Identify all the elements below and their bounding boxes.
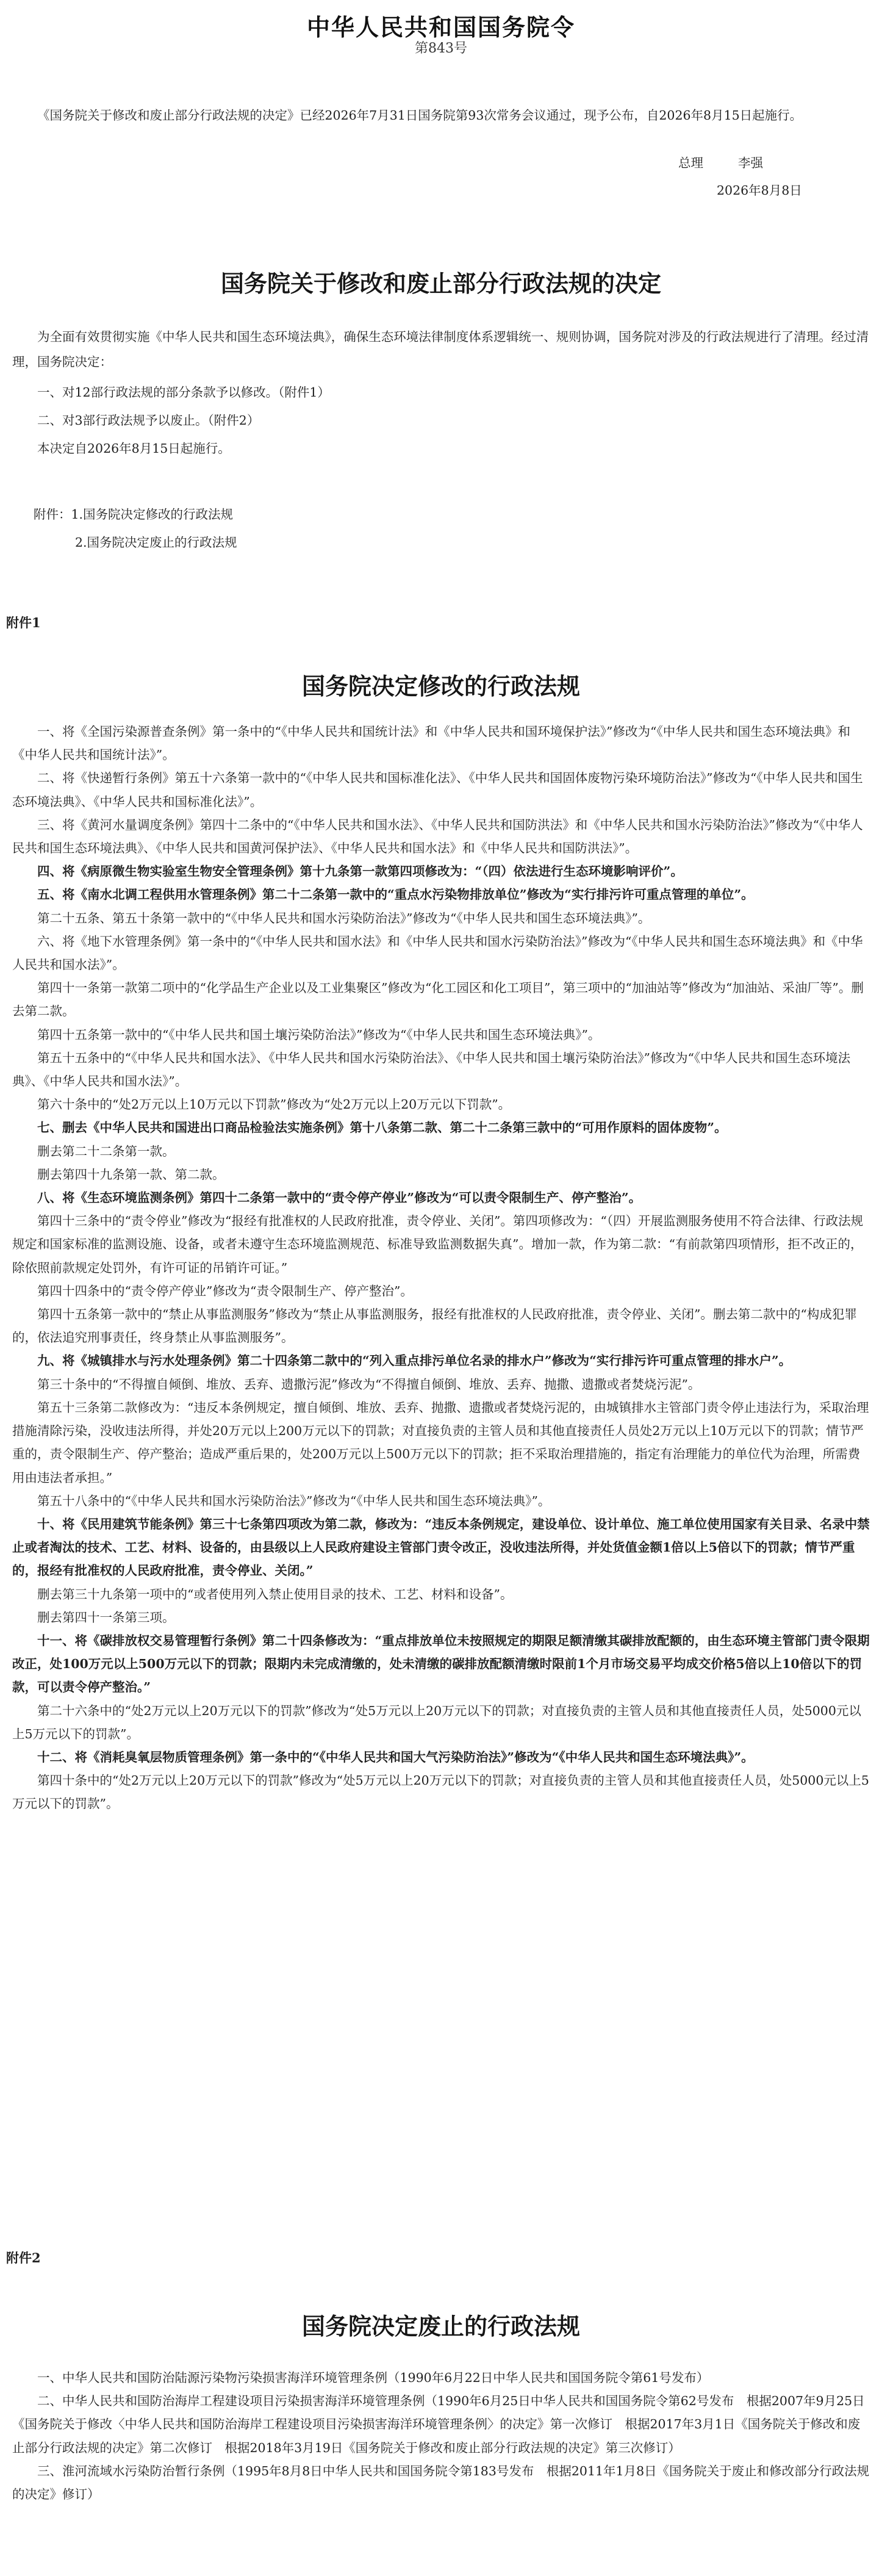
annex1-title: 国务院决定修改的行政法规 bbox=[301, 672, 580, 700]
annex1-paragraph: 第四十四条中的“责令停产停业”修改为“责令限制生产、停产整治”。 bbox=[37, 1283, 413, 1298]
annex1-paragraph: 八、将《生态环境监测条例》第四十二条第一款中的“责令停产停业”修改为“可以责令限制生产、停产整治”。 bbox=[37, 1190, 642, 1206]
decision-items bbox=[12, 378, 870, 462]
annex1-paragraph: 九、将《城镇排水与污水处理条例》第二十四条第二款中的“列入重点排污单位名录的排水户”修改为“实行排污许可重点管理的排水户”。 bbox=[37, 1353, 792, 1369]
annex1-paragraph: 第四十条中的“处2万元以上20万元以下的罚款”修改为“处5万元以上20万元以下的罚款；对直接负责的主管人员和其他直接责任人员，处5000元以上5万元以下的罚款”。 bbox=[12, 1773, 869, 1811]
attachment-link[interactable]: 1.国务院决定修改的行政法规 bbox=[71, 507, 234, 522]
annex1-paragraph: 十、将《民用建筑节能条例》第三十七条第四项改为第二款，修改为：“违反本条例规定，建设单位、设计单位、施工单位使用国家有关目录、名录中禁止或者淘汰的技术、工艺、材料、设备的，由县级以上人民政府建设主管部门责令改正，没收违法所得，并处货值金额1倍以上5倍以下的罚款；情节严重的，报经有批准权的人民政府批准，责令停业、关闭。” bbox=[12, 1516, 870, 1578]
decision-item: 本决定自2026年8月15日起施行。 bbox=[37, 441, 231, 456]
annex1-paragraph: 五、将《南水北调工程供用水管理条例》第二十二条第一款中的“重点水污染物排放单位”修改为“实行排污许可重点管理的单位”。 bbox=[37, 887, 754, 902]
annex1-paragraph: 一、将《全国污染源普查条例》第一条中的“《中华人民共和国统计法》和《中华人民共和国环境保护法》”修改为“《中华人民共和国生态环境法典》和《中华人民共和国统计法》”。 bbox=[12, 724, 851, 763]
annex1-paragraph: 删去第二十二条第一款。 bbox=[37, 1143, 175, 1159]
annex2-label: 附件2 bbox=[6, 2250, 41, 2265]
annex1-paragraph: 第二十六条中的“处2万元以上20万元以下的罚款”修改为“处5万元以上20万元以下的罚款；对直接负责的主管人员和其他直接责任人员，处5000元以上5万元以下的罚款”。 bbox=[12, 1703, 861, 1741]
annex1-paragraph: 第四十五条第一款中的“《中华人民共和国土壤污染防治法》”修改为“《中华人民共和国生态环境法典》”。 bbox=[37, 1027, 601, 1042]
annex1-paragraph: 删去第三十九条第一项中的“或者使用列入禁止使用目录的技术、工艺、材料和设备”。 bbox=[37, 1586, 513, 1602]
annex1-paragraph: 第四十三条中的“责令停业”修改为“报经有批准权的人民政府批准，责令停业、关闭”。第四项修改为：“（四）开展监测服务使用不符合法律、行政法规规定和国家标准的监测设施、设备，或者未遵守生态环境监测规范、标准导致监测数据失真”。增加一款，作为第二款：“有前款第四项情形，拒不改正的，除依照前款规定处罚外，有许可证的吊销许可证。” bbox=[12, 1214, 864, 1275]
annex1-paragraph: 二、将《快递暂行条例》第五十六条第一款中的“《中华人民共和国标准化法》、《中华人民共和国固体废物污染环境防治法》”修改为“《中华人民共和国生态环境法典》、《中华人民共和国标准化法》”。 bbox=[12, 771, 863, 809]
annex1-paragraph: 删去第四十九条第一款、第二款。 bbox=[37, 1167, 225, 1182]
order-date: 2026年8月8日 bbox=[717, 183, 802, 198]
annex1-paragraph: 十二、将《消耗臭氧层物质管理条例》第一条中的“《中华人民共和国大气污染防治法》”修改为“《中华人民共和国生态环境法典》”。 bbox=[37, 1749, 754, 1765]
annex1-paragraph: 删去第四十一条第三项。 bbox=[37, 1610, 175, 1625]
order-number: 第843号 bbox=[415, 41, 467, 56]
annex1-paragraph: 第三十条中的“不得擅自倾倒、堆放、丢弃、遗撒污泥”修改为“不得擅自倾倒、堆放、丢弃、抛撒、遗撒或者焚烧污泥”。 bbox=[37, 1376, 701, 1392]
decision-item: 二、对3部行政法规予以废止。（附件2） bbox=[37, 413, 260, 428]
annex1-paragraph: 七、删去《中华人民共和国进出口商品检验法实施条例》第十八条第二款、第二十二条第三款中的“可用作原料的固体废物”。 bbox=[37, 1120, 727, 1135]
annex2-paragraph: 二、中华人民共和国防治海岸工程建设项目污染损害海洋环境管理条例（1990年6月25日中华人民共和国国务院令第62号发布 根据2007年9月25日《国务院关于修改〈中华人民共和国防治海岸工程建设项目污染损害海洋环境管理条例〉的决定》第一次修订 根据2017年3月1日《国务院关于修改和废止部分行政法规的决定》第二次修订 根据2018年3月19日《国务院关于修改和废止部分行政法规的决定》第三次修订） bbox=[12, 2394, 865, 2455]
annex1-paragraph: 第四十一条第一款第二项中的“化学品生产企业以及工业集聚区”修改为“化工园区和化工项目”，第三项中的“加油站等”修改为“加油站、采油厂等”。删去第二款。 bbox=[12, 980, 864, 1019]
annex1-paragraph: 第五十五条中的“《中华人民共和国水法》、《中华人民共和国水污染防治法》、《中华人民共和国土壤污染防治法》”修改为“《中华人民共和国生态环境法典》、《中华人民共和国水法》”。 bbox=[12, 1050, 851, 1089]
annex1-paragraph: 三、将《黄河水量调度条例》第四十二条中的“《中华人民共和国水法》、《中华人民共和国防洪法》和《中华人民共和国水污染防治法》”修改为“《中华人民共和国生态环境法典》、《中华人民共和国黄河保护法》、《中华人民共和国水法》和《中华人民共和国防洪法》”。 bbox=[12, 817, 863, 856]
annex2-title: 国务院决定废止的行政法规 bbox=[301, 2312, 580, 2340]
decision-item: 一、对12部行政法规的部分条款予以修改。（附件1） bbox=[37, 385, 330, 400]
annex1-paragraph: 四、将《病原微生物实验室生物安全管理条例》第十九条第一款第四项修改为：“（四）依法进行生态环境影响评价”。 bbox=[37, 864, 683, 879]
annex2-paragraph: 一、中华人民共和国防治陆源污染物污染损害海洋环境管理条例（1990年6月22日中华人民共和国国务院令第61号发布） bbox=[37, 2370, 709, 2385]
annex1-paragraph: 第四十五条第一款中的“禁止从事监测服务”修改为“禁止从事监测服务，报经有批准权的人民政府批准，责令停业、关闭”。删去第二款中的“构成犯罪的，依法追究刑事责任，终身禁止从事监测服务”。 bbox=[12, 1307, 857, 1345]
attachment-link[interactable]: 2.国务院决定废止的行政法规 bbox=[75, 535, 237, 550]
annex2-paragraph: 三、淮河流域水污染防治暂行条例（1995年8月8日中华人民共和国国务院令第183号发布 根据2011年1月8日《国务院关于废止和修改部分行政法规的决定》修订） bbox=[12, 2463, 870, 2502]
annex1-paragraph: 第二十五条、第五十条第一款中的“《中华人民共和国水污染防治法》”修改为“《中华人民共和国生态环境法典》”。 bbox=[37, 910, 651, 926]
annex1-paragraph: 第五十三条第二款修改为：“违反本条例规定，擅自倾倒、堆放、丢弃、抛撒、遗撒或者焚烧污泥的，由城镇排水主管部门责令停止违法行为，采取治理措施清除污染，没收违法所得，并处20万元以上200万元以下的罚款；对直接负责的主管人员和其他直接责任人员处2万元以上10万元以下的罚款；情节严重的，责令限制生产、停产整治；造成严重后果的，处200万元以上500万元以下的罚款；拒不采取治理措施的，指定有治理能力的单位代为治理，所需费用由违法者承担。” bbox=[12, 1400, 869, 1485]
attachments-list bbox=[34, 500, 237, 556]
decision-title: 国务院关于修改和废止部分行政法规的决定 bbox=[220, 270, 661, 297]
decision-intro: 为全面有效贯彻实施《中华人民共和国生态环境法典》，确保生态环境法律制度体系逻辑统一、规则协调，国务院对涉及的行政法规进行了清理。经过清理，国务院决定： bbox=[12, 329, 869, 369]
annex2-body bbox=[12, 2366, 870, 2506]
order-title: 中华人民共和国国务院令 bbox=[306, 13, 575, 41]
attachments-label: 附件： bbox=[34, 507, 71, 522]
annex1-label: 附件1 bbox=[6, 615, 41, 630]
annex1-body bbox=[12, 720, 870, 1816]
signer-name: 李强 bbox=[738, 156, 763, 170]
annex1-paragraph: 六、将《地下水管理条例》第一条中的“《中华人民共和国水法》和《中华人民共和国水污染防治法》”修改为“《中华人民共和国生态环境法典》和《中华人民共和国水法》”。 bbox=[12, 934, 863, 973]
annex1-paragraph: 第六十条中的“处2万元以上10万元以下罚款”修改为“处2万元以上20万元以下罚款”。 bbox=[37, 1097, 511, 1112]
signer-title: 总理 bbox=[678, 156, 703, 170]
annex1-paragraph: 十一、将《碳排放权交易管理暂行条例》第二十四条修改为：“重点排放单位未按照规定的期限足额清缴其碳排放配额的，由生态环境主管部门责令限期改正，处100万元以上500万元以下的罚款；限期内未完成清缴的，处未清缴的碳排放配额清缴时限前1个月市场交易平均成交价格5倍以上10倍以下的罚款，可以责令停产整治。” bbox=[12, 1633, 870, 1695]
order-announcement: 《国务院关于修改和废止部分行政法规的决定》已经2026年7月31日国务院第93次常务会议通过，现予公布，自2026年8月15日起施行。 bbox=[37, 108, 803, 123]
annex1-paragraph: 第五十八条中的“《中华人民共和国水污染防治法》”修改为“《中华人民共和国生态环境法典》”。 bbox=[37, 1493, 551, 1508]
